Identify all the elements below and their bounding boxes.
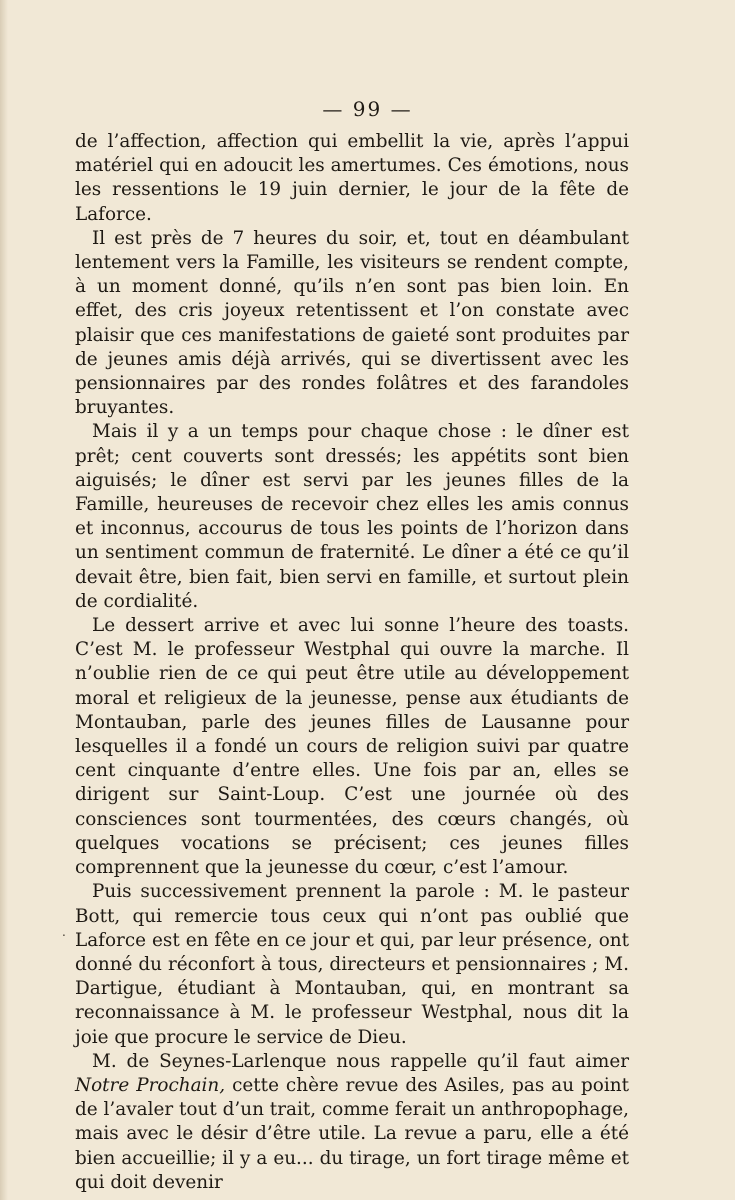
- stray-mark: .: [62, 925, 66, 939]
- paragraph-6-end: cette chère revue des Asiles, pas au point de l’avaler tout d’un trait, comme ferait un anthropophage, mais avec le désir d’être utile. La revue a paru, elle a été bien accueillie; il y a eu... du tirage, un fort tirage même et qui doit devenir: [75, 1074, 629, 1193]
- body-text: [75, 130, 629, 1195]
- paragraph-5: Puis successivement prennent la parole : M. le pasteur Bott, qui remercie tous ceux qui n’ont pas oublié que Laforce est en fête en ce jour et qui, par leur présence, ont donné du réconfort à tous, directeurs et pensionnaires ; M. Dartigue, étudiant à Montauban, qui, en montrant sa reconnaissance à M. le professeur Westphal, nous dit la joie que procure le service de Dieu.: [75, 881, 629, 1048]
- paragraph-1: de l’affection, affection qui embellit la vie, après l’appui matériel qui en adoucit les amertumes. Ces émotions, nous les ressentions le 19 juin dernier, le jour de la fête de Laforce.: [75, 131, 629, 225]
- paragraph-3: Mais il y a un temps pour chaque chose : le dîner est prêt; cent couverts sont dressés; les appétits sont bien aiguisés; le dîner est servi par les jeunes filles de la Famille, heureuses de recevoir chez elles les amis connus et inconnus, accourus de tous les points de l’horizon dans un sentiment commun de fraternité. Le dîner a été ce qu’il devait être, bien fait, bien servi en famille, et surtout plein de cordialité.: [75, 421, 629, 612]
- paragraph-2: Il est près de 7 heures du soir, et, tout en déambulant lentement vers la Famille, les visiteurs se rendent compte, à un moment donné, qu’ils n’en sont pas bien loin. En effet, des cris joyeux retentissent et l’on constate avec plaisir que ces manifestations de gaieté sont produites par de jeunes amis déjà arrivés, qui se divertissent avec les pensionnaires par des rondes folâtres et des farandoles bruyantes.: [75, 227, 629, 419]
- page-number: — 99 —: [322, 97, 413, 121]
- paragraph-4: Le dessert arrive et avec lui sonne l’heure des toasts. C’est M. le professeur Westphal qui ouvre la marche. Il n’oublie rien de ce qui peut être utile au développement moral et religieux de la jeunesse, pense aux étudiants de Montauban, parle des jeunes filles de Lausanne pour lesquelles il a fondé un cours de religion suivi par quatre cent cinquante d’entre elles. Une fois par an, elles se dirigent sur Saint-Loup. C’est une journée où des consciences sont tourmentées, des cœurs changés, où quelques vocations se précisent; ces jeunes filles comprennent que la jeunesse du cœur, c’est l’amour.: [75, 615, 629, 879]
- paragraph-6-start: M. de Seynes-Larlenque nous rappelle qu’il faut aimer: [92, 1050, 629, 1072]
- journal-title-italic: Notre Prochain,: [75, 1074, 226, 1096]
- page-edge-shadow: [0, 0, 8, 1200]
- paragraph-6: [75, 1050, 629, 1195]
